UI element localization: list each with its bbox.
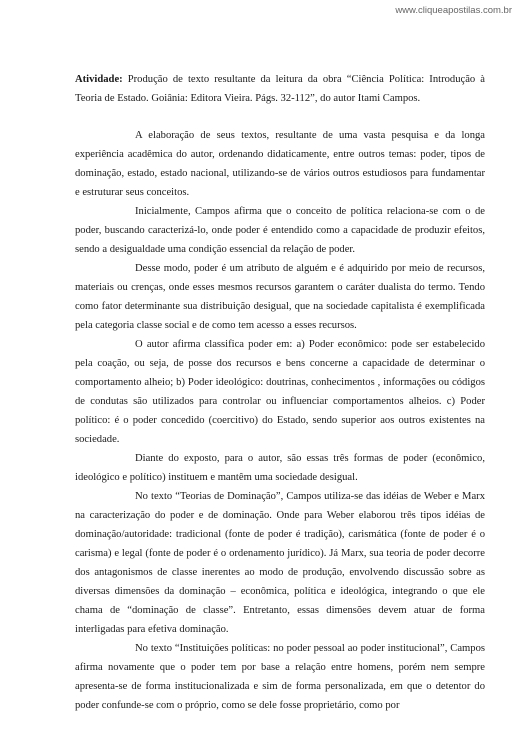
body-paragraph-3: Desse modo, poder é um atributo de alguém e é adquirido por meio de recursos, materiais ou crenças, onde esses mesmos recursos garantem o caráter dualista do termo. Tendo como fator determinante sua distribuição desigual, que na sociedade capitalista é exemplificada pela categoria classe social e de como tem acesso a esses recursos. [75,263,485,331]
intro-paragraph [75,70,485,108]
body-paragraph-7: No texto “Instituições políticas: no poder pessoal ao poder institucional”, Campos afirma novamente que o poder tem por base a relação entre homens, porém nem sempre apresenta-se de forma institucionalizada e sim de forma personalizada, em que o detentor do poder confunde-se com o próprio, como se dele fosse proprietário, como por [75,643,485,711]
document-body [75,70,485,715]
body-paragraph-6: No texto “Teorias de Dominação”, Campos utiliza-se das idéias de Weber e Marx na caracterização do poder e de dominação. Onde para Weber elaborou três tipos idéias de dominação/autoridade: tradicional (fonte de poder é tradição), carismática (fonte de poder é o carisma) e legal (fonte de poder é o ordenamento jurídico). Já Marx, sua teoria de poder decorre dos antagonismos de classe inerentes ao modo de produção, envolvendo discussão sobre as diversas dimensões da dominação – econômica, política e ideológica, integrando o que ele chama de “dominação de classe”. Entretanto, essas dimensões devem atuar de forma interligadas para efetiva dominação. [75,491,485,635]
body-paragraph-2: Inicialmente, Campos afirma que o conceito de política relaciona-se com o de poder, buscando caracterizá-lo, onde poder é entendido como a capacidade de produzir efeitos, sendo a desigualdade uma condição essencial da relação de poder. [75,206,485,255]
body-paragraph-1: A elaboração de seus textos, resultante de uma vasta pesquisa e da longa experiência acadêmica do autor, ordenando didaticamente, entre outros temas: poder, tipos de dominação, estado, estado nacional, utilizando-se de vários outros estudiosos para fundamentar e estruturar seus conceitos. [75,130,485,198]
body-paragraph-5: Diante do exposto, para o autor, são essas três formas de poder (econômico, ideológico e político) instituem e mantêm uma sociedade desigual. [75,453,485,483]
activity-description: Produção de texto resultante da leitura da obra “Ciência Política: Introdução à Teoria de Estado. Goiânia: Editora Vieira. Págs. 32-112”, do autor Itami Campos. [75,74,485,104]
body-paragraph-4: O autor afirma classifica poder em: a) Poder econômico: pode ser estabelecido pela coação, ou seja, de posse dos recursos e bens concerne a capacidade de determinar o comportamento alheio; b) Poder ideológico: doutrinas, conhecimentos , informações ou códigos de condutas são utilizados para controlar ou influenciar comportamentos alheios. c) Poder político: é o poder concedido (coercitivo) do Estado, sendo superior aos outros existentes na sociedade. [75,339,485,445]
activity-label: Atividade: [75,74,123,85]
site-url: www.cliqueapostilas.com.br [395,5,512,16]
